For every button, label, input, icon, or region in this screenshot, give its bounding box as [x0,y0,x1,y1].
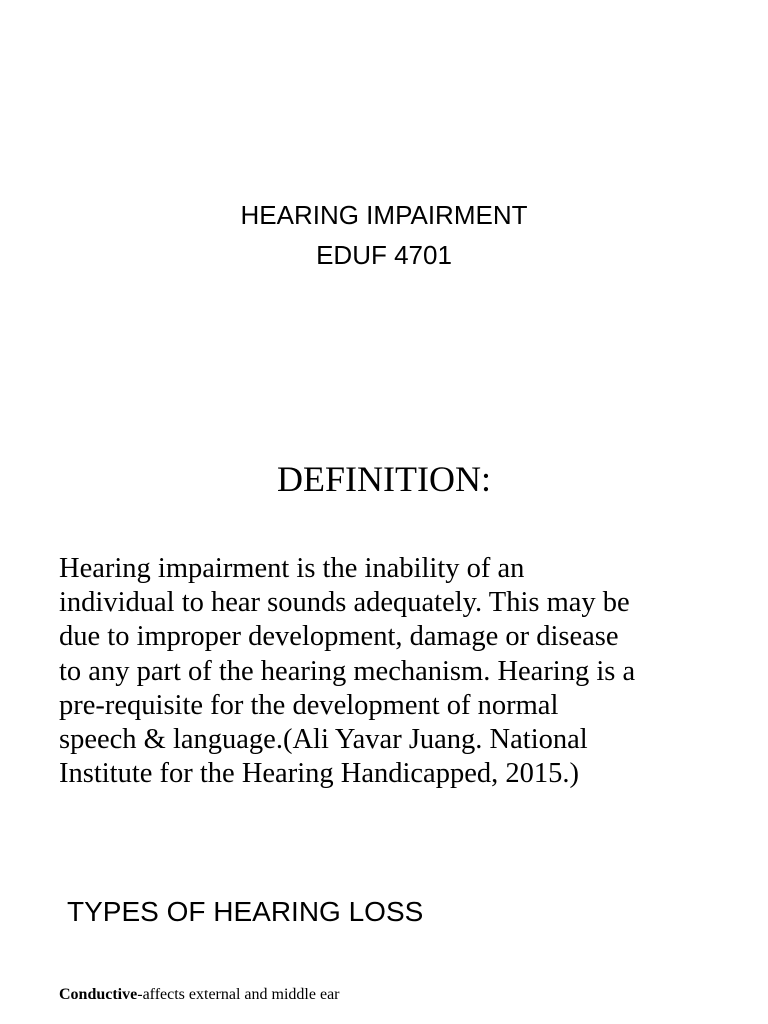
definition-line: individual to hear sounds adequately. This may be [59,587,630,619]
definition-line: due to improper development, damage or disease [59,621,619,653]
definition-line: speech & language.(Ali Yavar Juang. National [59,724,588,756]
title-block [0,195,768,275]
definition-line: pre-requisite for the development of normal [59,689,559,721]
definition-line: Hearing impairment is the inability of an [59,553,525,584]
definition-line: Institute for the Hearing Handicapped, 2015.) [59,758,579,790]
type-item-conductive [59,984,340,1006]
definition-line: to any part of the hearing mechanism. Hearing is a [59,655,636,687]
types-heading: TYPES OF HEARING LOSS [67,896,424,927]
document-title: HEARING IMPAIRMENT [240,200,528,230]
definition-heading: DEFINITION: [277,459,491,499]
definition-paragraph [59,552,739,791]
type-term: Conductive [59,986,138,1003]
course-code: EDUF 4701 [316,240,452,270]
type-description: -affects external and middle ear [137,986,340,1003]
